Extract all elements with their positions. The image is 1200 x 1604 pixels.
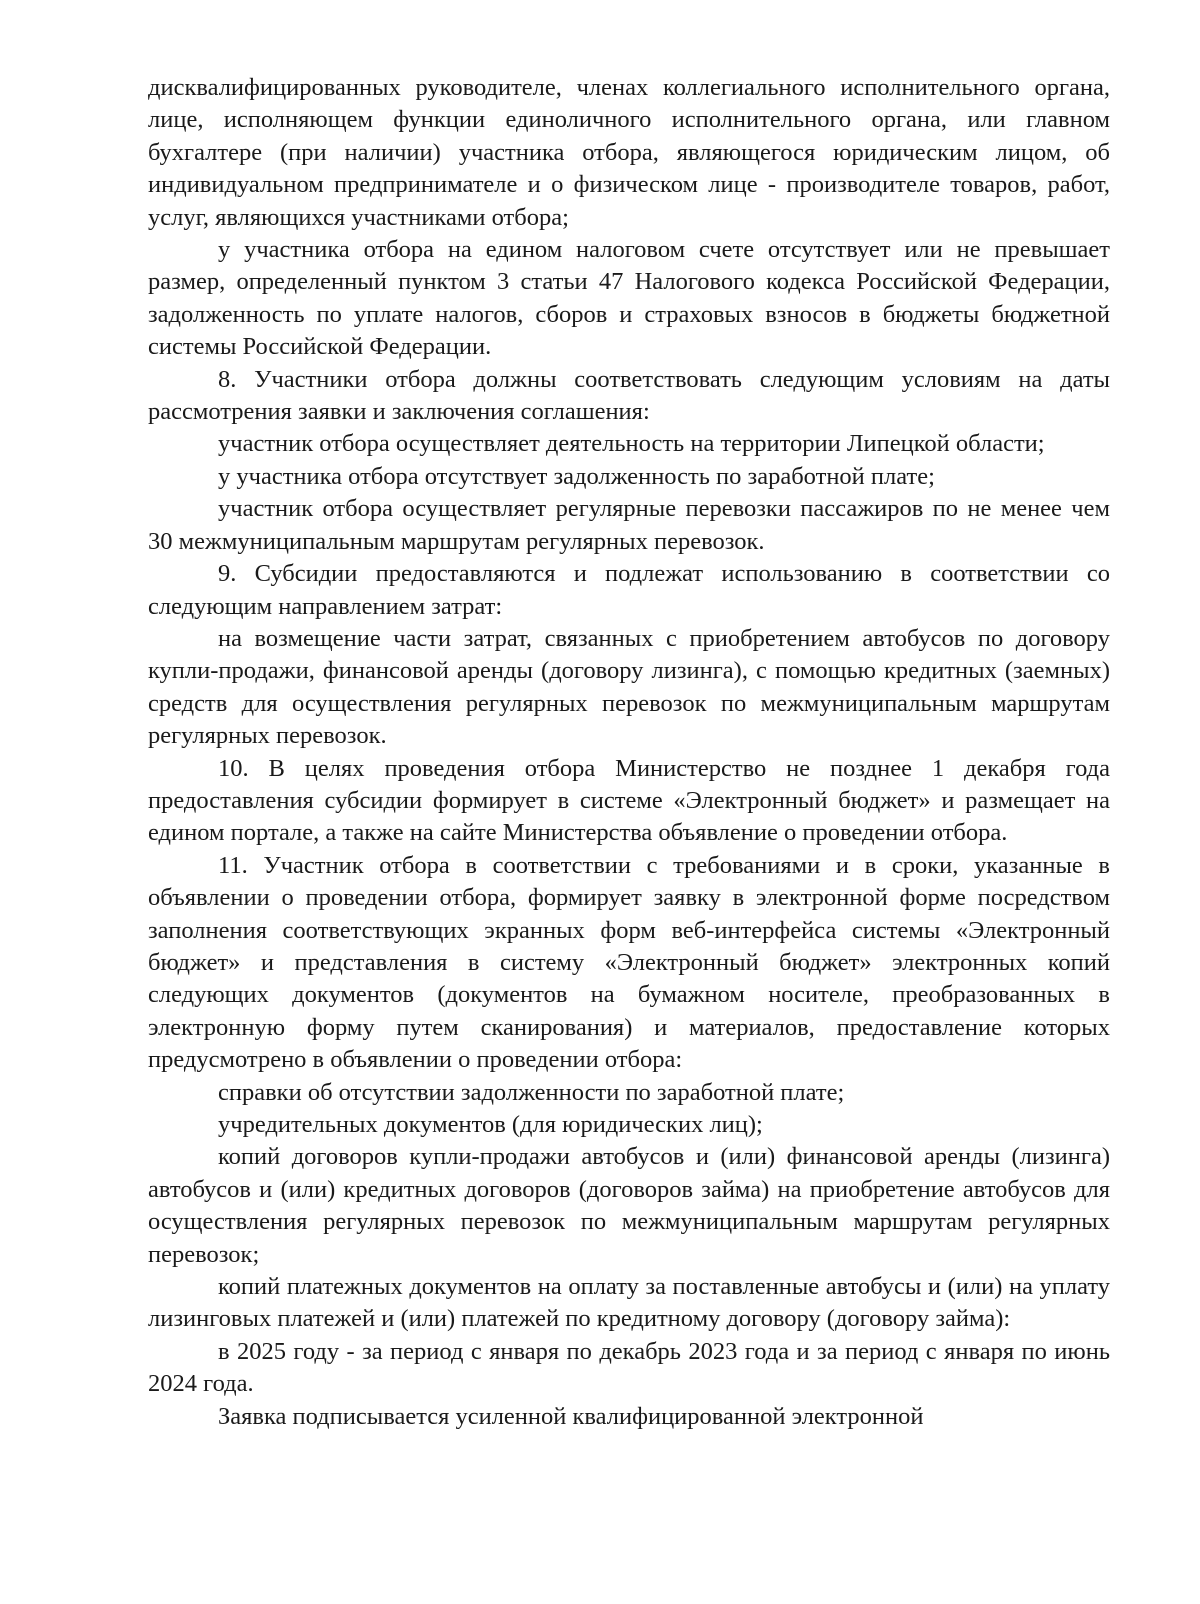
paragraph-application-signature: Заявка подписывается усиленной квалифицированной электронной [218, 1402, 924, 1430]
paragraph-wage-certificate: справки об отсутствии задолженности по заработной плате; [218, 1078, 845, 1106]
document-body [148, 72, 1110, 1433]
paragraph-routes-requirement: участник отбора осуществляет регулярные перевозки пассажиров по не менее чем 30 межмуниципальным маршрутам регулярных перевозок. [148, 495, 1110, 555]
paragraph-payment-documents: копий платежных документов на оплату за поставленные автобусы и (или) на уплату лизинговых платежей и (или) платежей по кредитному договору (договору займа): [148, 1273, 1110, 1333]
paragraph-tax-debt: у участника отбора на едином налоговом счете отсутствует или не превышает размер, определенный пунктом 3 статьи 47 Налогового кодекса Российской Федерации, задолженность по уплате налогов, сборов и страховых взносов в бюджеты бюджетной системы Российской Федерации. [148, 236, 1110, 361]
paragraph-contract-copies: копий договоров купли-продажи автобусов и (или) финансовой аренды (лизинга) автобусов и (или) кредитных договоров (договоров займа) на приобретение автобусов для осуществления регулярных перевозок по межмуниципальным маршрутам регулярных перевозок; [148, 1143, 1110, 1268]
paragraph-clause-10: 10. В целях проведения отбора Министерство не позднее 1 декабря года предоставления субсидии формирует в системе «Электронный бюджет» и размещает на едином портале, а также на сайте Министерства объявление о проведении отбора. [148, 754, 1110, 847]
paragraph-period-2025: в 2025 году - за период с января по декабрь 2023 года и за период с января по июнь 2024 года. [148, 1337, 1110, 1398]
paragraph-lipetsk-territory: участник отбора осуществляет деятельность на территории Липецкой области; [218, 430, 1045, 458]
paragraph-founding-documents: учредительных документов (для юридических лиц); [218, 1111, 763, 1138]
paragraph-clause-8: 8. Участники отбора должны соответствовать следующим условиям на даты рассмотрения заявки и заключения соглашения: [148, 365, 1110, 426]
paragraph-clause-11: 11. Участник отбора в соответствии с требованиями и в сроки, указанные в объявлении о проведении отбора, формирует заявку в электронной форме посредством заполнения соответствующих экранных форм веб-интерфейса системы «Электронный бюджет» и представления в систему «Электронный бюджет» электронных копий следующих документов (документов на бумажном носителе, преобразованных в электронную форму путем сканирования) и материалов, предоставление которых предусмотрено в объявлении о проведении отбора: [148, 851, 1110, 1074]
paragraph-disqualified-persons: дисквалифицированных руководителе, членах коллегиального исполнительного органа, лице, исполняющем функции единоличного исполнительного органа, или главном бухгалтере (при наличии) участника отбора, являющегося юридическим лицом, об индивидуальном предпринимателе и о физическом лице - производителе товаров, работ, услуг, являющихся участниками отбора; [148, 74, 1110, 231]
paragraph-cost-compensation: на возмещение части затрат, связанных с приобретением автобусов по договору купли-продажи, финансовой аренды (договору лизинга), с помощью кредитных (заемных) средств для осуществления регулярных перевозок по межмуниципальным маршрутам регулярных перевозок. [148, 624, 1110, 750]
paragraph-no-wage-debt: у участника отбора отсутствует задолженность по заработной плате; [218, 462, 935, 490]
paragraph-clause-9: 9. Субсидии предоставляются и подлежат использованию в соответствии со следующим направлением затрат: [148, 560, 1110, 620]
